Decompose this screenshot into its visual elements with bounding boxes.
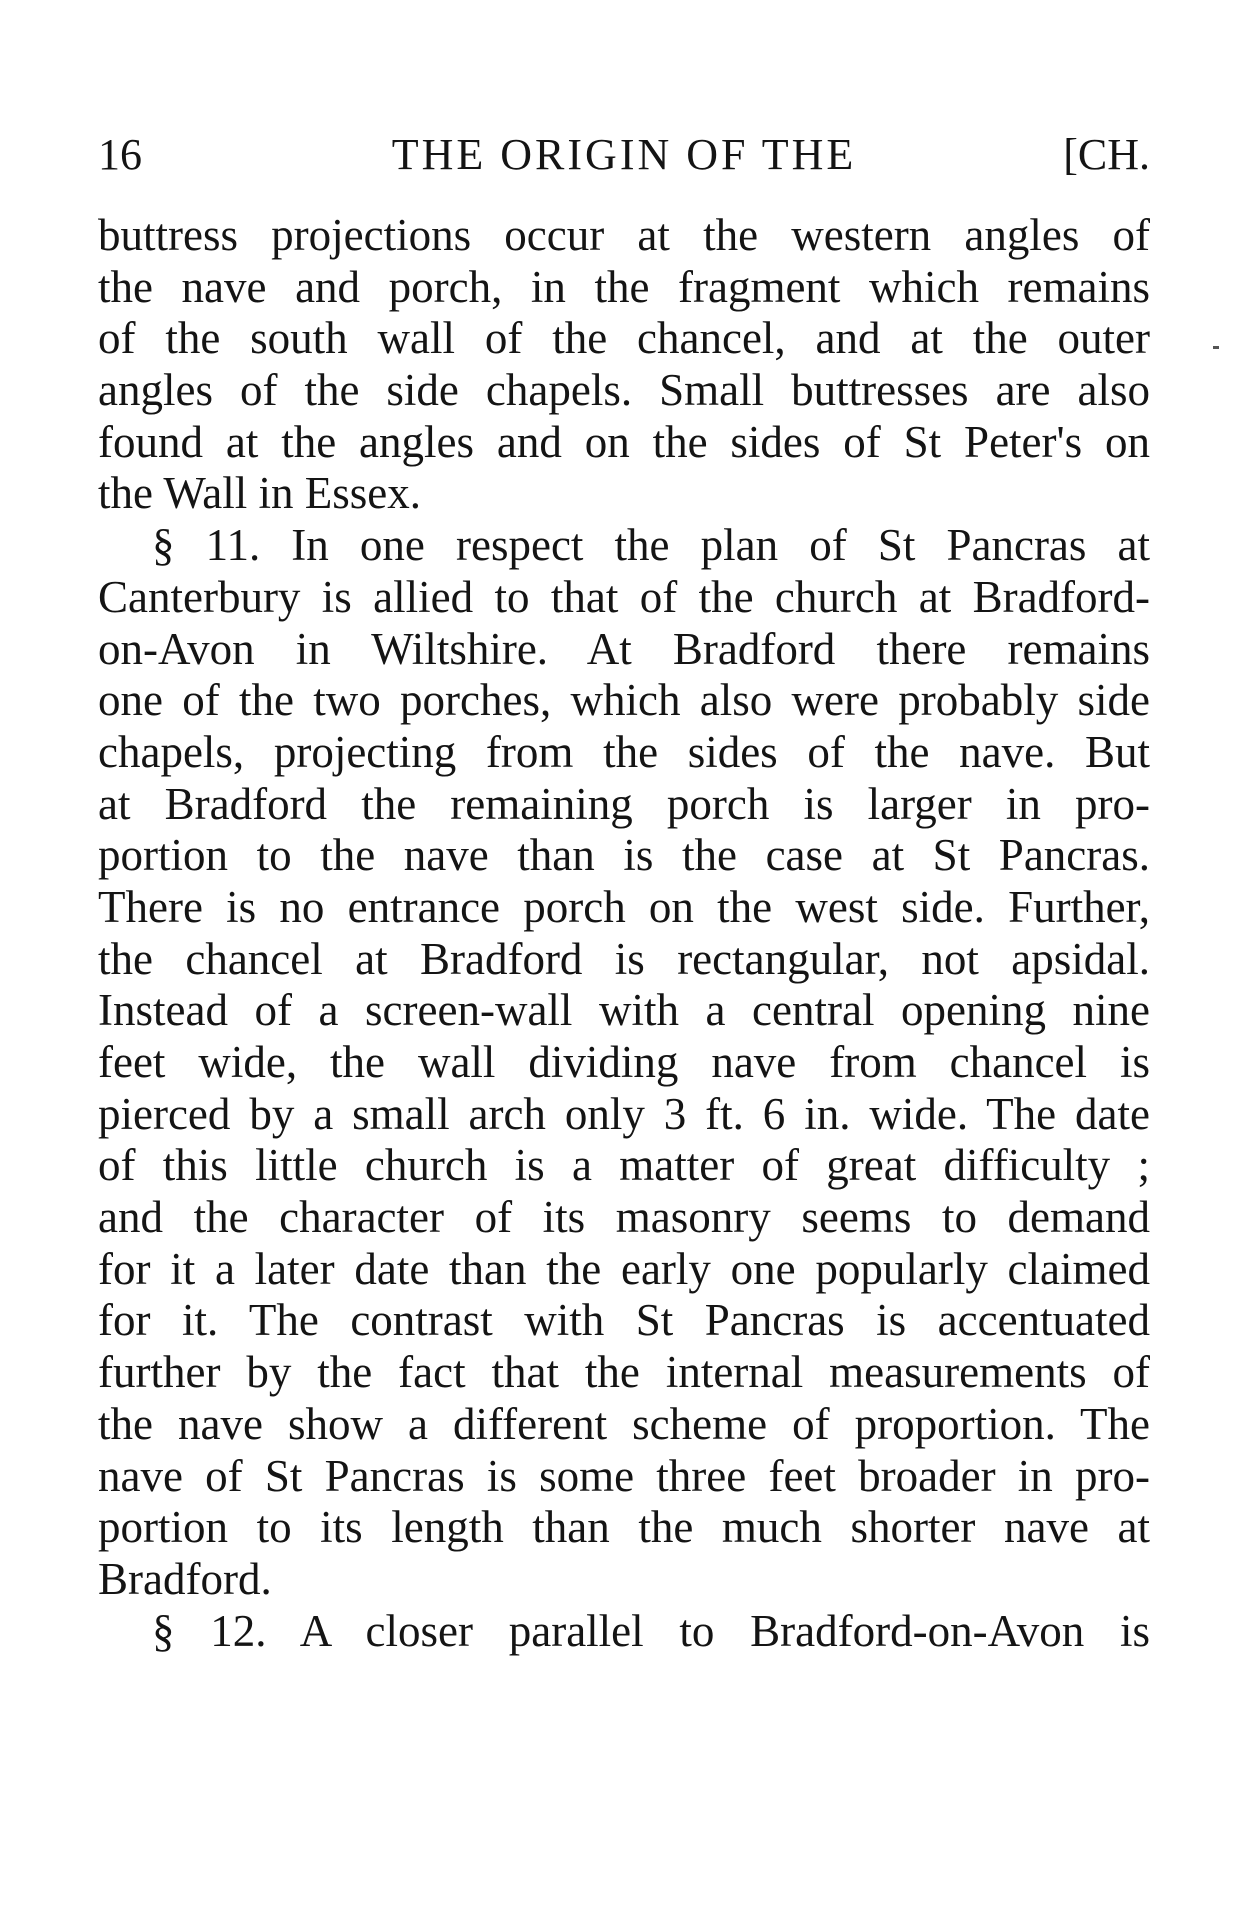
running-title: THE ORIGIN OF THE (391, 130, 857, 179)
text-line: Bradford. (98, 1553, 272, 1604)
text-line: the nave and porch, in the fragment which remains (98, 261, 1150, 312)
page-number: 16 (98, 130, 142, 179)
margin-speck (1213, 346, 1219, 349)
text-line: § 11. In one respect the plan of St Pancras at (152, 520, 1150, 571)
chapter-marker: [CH. (1063, 130, 1150, 179)
text-line: Instead of a screen-wall with a central opening nine (98, 985, 1150, 1036)
text-line: angles of the side chapels. Small buttresses are also (98, 365, 1150, 416)
text-line: There is no entrance porch on the west side. Further, (98, 881, 1150, 932)
text-line: one of the two porches, which also were probably side (98, 675, 1150, 726)
text-line: portion to the nave than is the case at St Pancras. (98, 830, 1150, 881)
text-line: for it. The contrast with St Pancras is accentuated (98, 1295, 1150, 1346)
text-line: the Wall in Essex. (98, 468, 421, 519)
text-line: nave of St Pancras is some three feet broader in pro- (98, 1450, 1150, 1501)
text-line: Canterbury is allied to that of the church at Bradford- (98, 571, 1150, 622)
text-line: of the south wall of the chancel, and at the outer (98, 313, 1150, 364)
running-head (98, 125, 1150, 185)
text-line: of this little church is a matter of great difficulty ; (98, 1140, 1150, 1191)
text-line: found at the angles and on the sides of St Peter's on (98, 416, 1150, 467)
text-line: on-Avon in Wiltshire. At Bradford there remains (98, 623, 1150, 674)
text-line: the chancel at Bradford is rectangular, not apsidal. (98, 933, 1150, 984)
text-line: the nave show a different scheme of proportion. The (98, 1398, 1150, 1449)
text-line: feet wide, the wall dividing nave from chancel is (98, 1037, 1150, 1087)
text-line: for it a later date than the early one popularly claimed (98, 1243, 1150, 1294)
text-line: buttress projections occur at the western angles of (98, 210, 1150, 260)
text-line: chapels, projecting from the sides of the nave. But (98, 726, 1150, 777)
text-line: and the character of its masonry seems to demand (98, 1192, 1150, 1243)
text-line: further by the fact that the internal measurements of (98, 1347, 1150, 1398)
text-line: § 12. A closer parallel to Bradford-on-Avon is (152, 1605, 1150, 1656)
body-text (98, 210, 1150, 1657)
text-line: pierced by a small arch only 3 ft. 6 in. wide. The date (98, 1088, 1150, 1139)
text-line: at Bradford the remaining porch is larger in pro- (98, 778, 1150, 829)
text-line: portion to its length than the much shorter nave at (98, 1502, 1150, 1553)
